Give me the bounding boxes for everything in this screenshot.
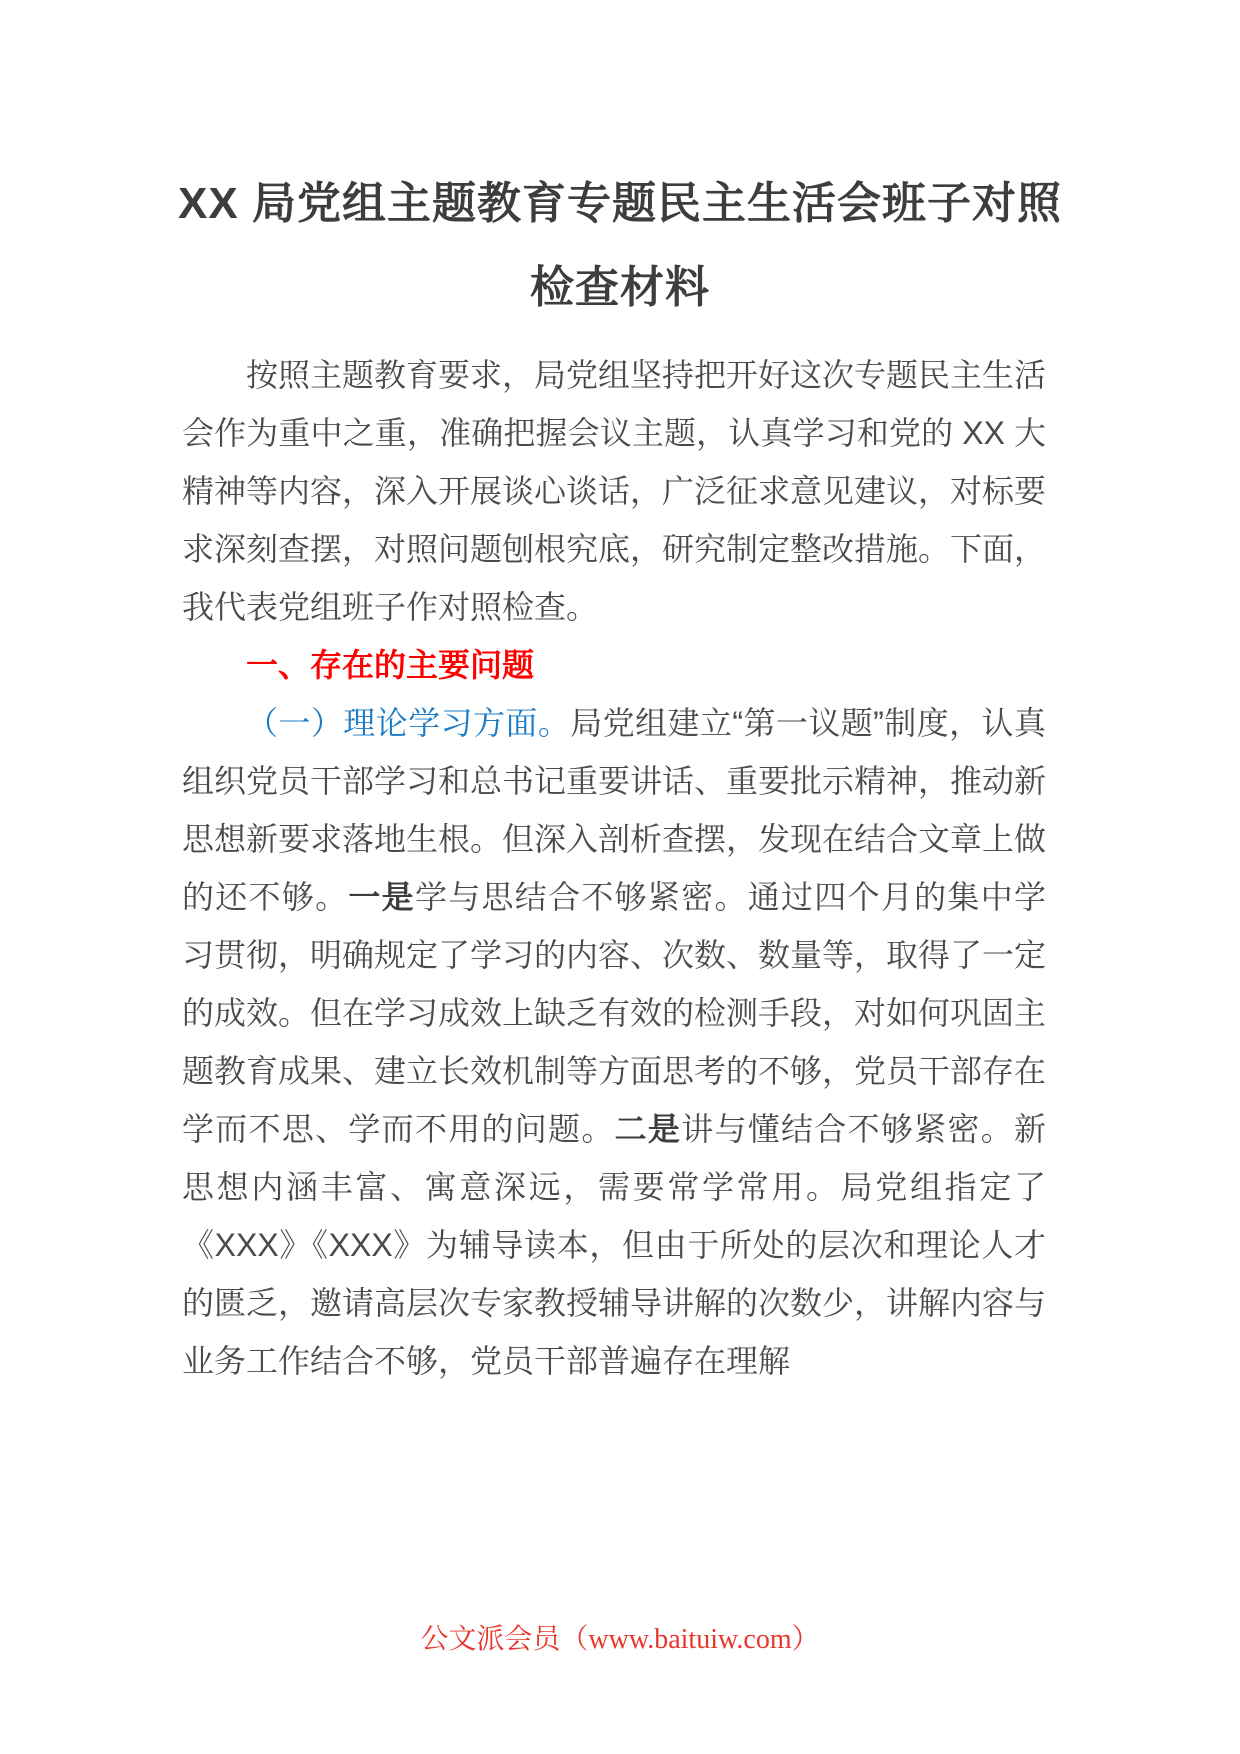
text-segment: 按照主题教育要求，局党组坚持把开好这次专题民主生活会作为重中之重，准确把握会议主题，认真学习和党的 XX 大精神等内容，深入开展谈心谈话，广泛征求意见建议，对标要求深刻查摆，对照问题刨根究底，研究制定整改措施。下面，我代表党组班子作对照检查。 xyxy=(182,357,1047,625)
section-heading-1 xyxy=(182,636,1046,694)
text-segment: 学与思结合不够紧密。通过四个月的集中学习贯彻，明确规定了学习的内容、次数、数量等，取得了一定的成效。但在学习成效上缺乏有效的检测手段，对如何巩固主题教育成果、建立长效机制等方面思考的不够，党员干部存在学而不思、学而不用的问题。 xyxy=(182,879,1047,1147)
document-body xyxy=(182,346,1046,1390)
document-title: XX 局党组主题教育专题民主生活会班子对照检查材料 xyxy=(178,179,1062,312)
paragraph-theory-study xyxy=(182,694,1046,1390)
paragraph-intro xyxy=(182,346,1046,636)
watermark-footer: 公文派会员（www.baituiw.com） xyxy=(420,1624,820,1655)
subheading-blue-text: （一）理论学习方面。 xyxy=(246,705,571,741)
text-segment: 讲与懂结合不够紧密。新思想内涵丰富、寓意深远，需要常学常用。局党组指定了《XXX》《XXX》为辅导读本，但由于所处的层次和理论人才的匮乏，邀请高层次专家教授辅导讲解的次数少，讲解内容与业务工作结合不够，党员干部普遍存在理解 xyxy=(182,1111,1047,1379)
emphasis-first-point: 一是 xyxy=(348,879,415,915)
text-segment: 局党组建立“第一议题”制度，认真组织党员干部学习和总书记重要讲话、重要批示精神，推动新思想新要求落地生根。但深入剖析查摆，发现在结合文章上做的还不够。 xyxy=(182,705,1047,915)
heading-text: 一、存在的主要问题 xyxy=(246,647,535,683)
emphasis-second-point: 二是 xyxy=(614,1111,682,1147)
